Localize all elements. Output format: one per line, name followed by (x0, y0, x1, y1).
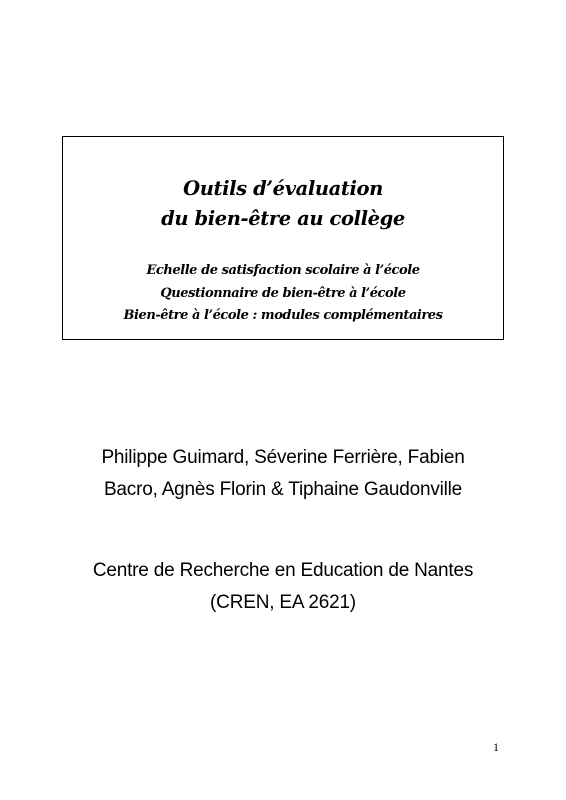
institution-line-2: (CREN, EA 2621) (210, 592, 356, 613)
title-line-1: Outils d’évaluation (183, 177, 383, 200)
title-line-2: du bien-être au collège (161, 207, 405, 230)
authors (0, 442, 566, 506)
title-box (62, 136, 504, 340)
institution (0, 555, 566, 619)
subtitle-list (63, 260, 503, 328)
institution-line-1: Centre de Recherche en Education de Nantes (92, 560, 474, 581)
subtitle-line-1: Echelle de satisfaction scolaire à l’école (146, 263, 420, 278)
subtitle-line-3: Bien-être à l’école : modules complémentaires (123, 308, 443, 323)
authors-line-2: Bacro, Agnès Florin & Tiphaine Gaudonville (103, 479, 463, 500)
page-number: 1 (493, 740, 499, 754)
document-title (63, 174, 503, 234)
authors-line-1: Philippe Guimard, Séverine Ferrière, Fabien (101, 447, 465, 468)
subtitle-line-2: Questionnaire de bien-être à l’école (160, 285, 406, 301)
